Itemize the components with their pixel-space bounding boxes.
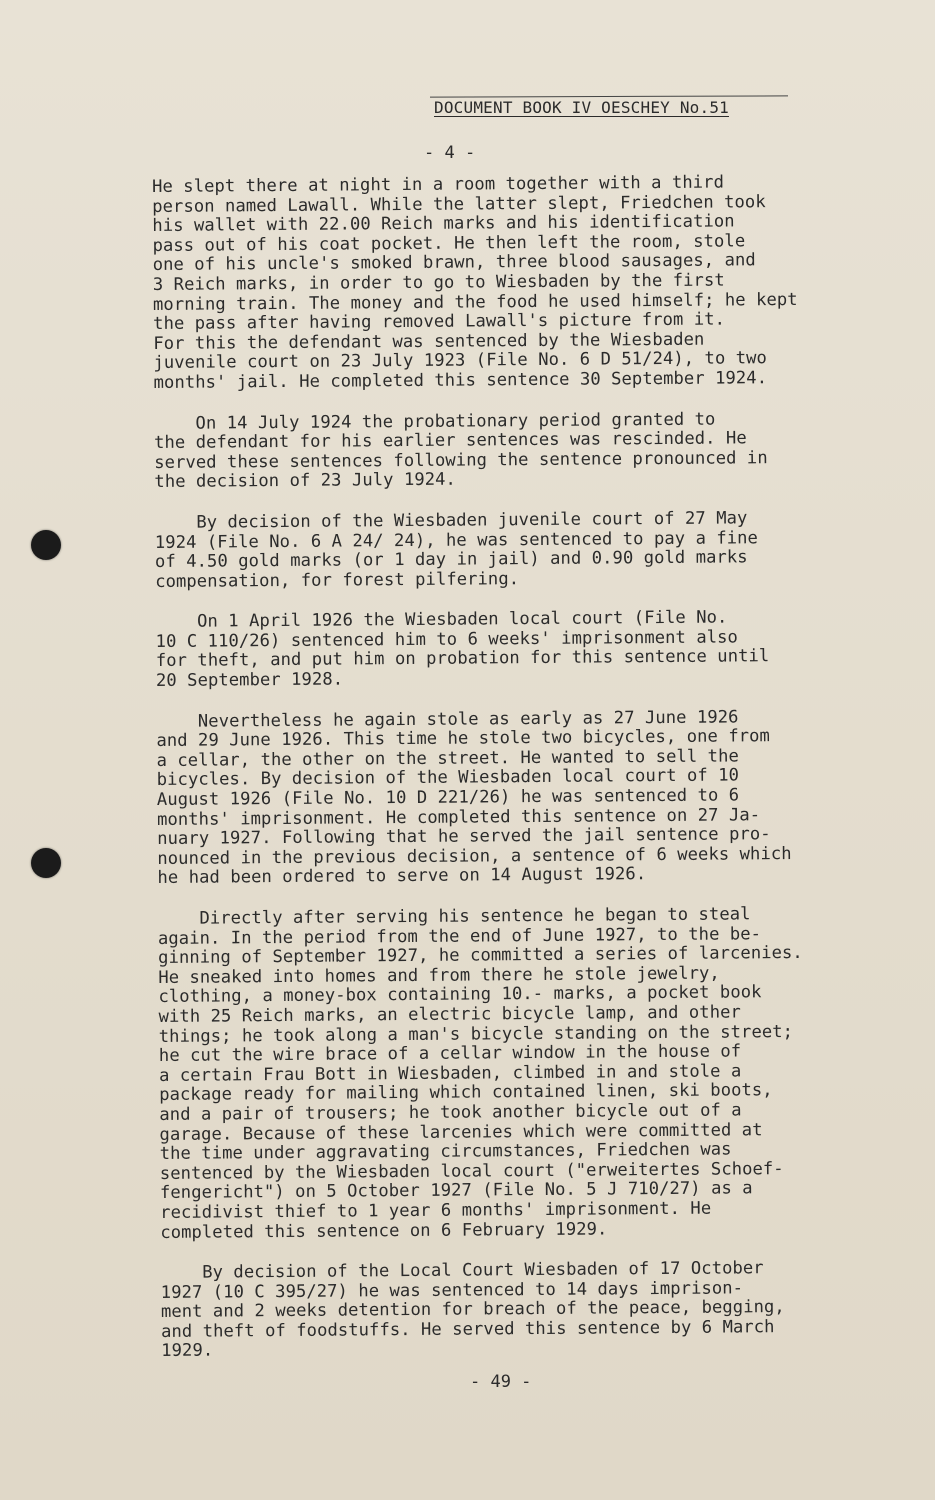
text-line: For this the defendant was sentenced by the Wiesbaden — [153, 329, 705, 354]
paragraph — [161, 1258, 907, 1362]
text-line: fengericht") on 5 October 1927 (File No. 5 J 710/27) as a — [159, 1178, 753, 1204]
paragraph — [152, 172, 899, 393]
paragraph — [155, 508, 901, 592]
text-line: ginning of September 1927, he committed a series of larcenies. — [158, 943, 803, 969]
text-line: completed this sentence on 6 February 1929. — [160, 1218, 608, 1243]
text-line: for theft, and put him on probation for this sentence until — [155, 646, 770, 672]
text-line: 3 Reich marks, in order to go to Wiesbaden by the first — [152, 270, 725, 295]
punch-hole-top — [31, 530, 61, 560]
text-line: On 1 April 1926 the Wiesbaden local court (File No. — [155, 607, 728, 633]
text-line: Directly after serving his sentence he began to steal — [157, 904, 751, 929]
text-line: 1924 (File No. 6 A 24/ 24), he was sentenced to pay a fine — [154, 527, 759, 553]
text-line: clothing, a money-box containing 10.- marks, a pocket book — [158, 982, 762, 1008]
text-line: and a pair of trousers; he took another bicycle out of a — [159, 1100, 742, 1125]
page-number-bottom: - 49 - — [470, 1372, 532, 1392]
text-line: By decision of the Local Court Wiesbaden of 17 October — [160, 1258, 764, 1284]
document-reference: DOCUMENT BOOK IV OESCHEY No.51 — [434, 98, 729, 117]
text-line: things; he took along a man's bicycle standing on the street; — [158, 1021, 794, 1047]
text-line: the time under aggravating circumstances, Friedchen was — [159, 1139, 732, 1165]
text-line: served these sentences following the sentence pronounced in — [154, 447, 768, 473]
text-line: 20 September 1928. — [155, 669, 344, 692]
text-line: On 14 July 1924 the probationary period granted to — [153, 409, 716, 434]
text-line: his wallet with 22.00 Reich marks and his identification — [152, 211, 735, 237]
text-line: and 29 June 1926. This time he stole two bicycles, one from — [156, 726, 770, 752]
text-line: the defendant for his earlier sentences was rescinded. He — [154, 428, 747, 454]
text-line: months' imprisonment. He completed this sentence on 27 Ja- — [156, 804, 761, 830]
text-line: with 25 Reich marks, an electric bicycle lamp, and other — [158, 1002, 741, 1027]
text-line: August 1926 (File No. 10 D 221/26) he was sentenced to 6 — [156, 785, 740, 811]
text-line: bicycles. By decision of the Wiesbaden local court of 10 — [156, 765, 740, 791]
text-line: 1927 (10 C 395/27) he was sentenced to 14 days imprison- — [160, 1278, 744, 1303]
paragraph — [155, 607, 901, 691]
text-line: morning train. The money and the food he used himself; he kept — [152, 289, 798, 315]
text-line: a certain Frau Bott in Wiesbaden, climbed in and stole a — [158, 1061, 742, 1086]
text-line: recidivist thief to 1 year 6 months' imprisonment. He — [160, 1198, 712, 1223]
text-line: again. In the period from the end of June 1927, to the be- — [157, 923, 762, 949]
text-line: garage. Because of these larcenies which were committed at — [159, 1119, 763, 1145]
text-line: 1929. — [161, 1341, 214, 1362]
paragraph — [158, 904, 906, 1243]
text-line: the decision of 23 July 1924. — [154, 469, 457, 493]
text-line: months' jail. He completed this sentence 30 September 1924. — [153, 368, 768, 393]
punch-hole-bottom — [31, 848, 61, 878]
text-line: He slept there at night in a room together with a third — [151, 172, 725, 197]
text-line: the pass after having removed Lawall's picture from it. — [153, 309, 726, 335]
text-line: a cellar, the other on the street. He wanted to sell the — [156, 746, 739, 771]
text-line: pass out of his coat pocket. He then left the room, stole — [152, 231, 746, 256]
text-line: juvenile court on 23 July 1923 (File No. 6 D 51/24), to two — [153, 348, 767, 374]
document-body — [152, 172, 906, 1383]
text-line: one of his uncle's smoked brawn, three blood sausages, and — [152, 250, 756, 276]
text-line: he cut the wire brace of a cellar window in the house of — [158, 1041, 742, 1067]
text-line: He sneaked into homes and from there he stole jewelry, — [158, 963, 720, 988]
paragraph — [154, 409, 900, 493]
text-line: of 4.50 gold marks (or 1 day in jail) and 0.90 gold marks — [154, 547, 748, 573]
text-line: sentenced by the Wiesbaden local court ("erweitertes Schoef- — [159, 1158, 784, 1184]
paragraph — [156, 707, 902, 889]
page-number-top: - 4 - — [424, 143, 476, 163]
text-line: nuary 1927. Following that he served the jail sentence pro- — [157, 824, 771, 850]
text-line: he had been ordered to serve on 14 August 1926. — [157, 864, 647, 889]
text-line: nounced in the previous decision, a sentence of 6 weeks which — [157, 843, 792, 869]
text-line: Nevertheless he again stole as early as 27 June 1926 — [156, 707, 739, 732]
text-line: package ready for mailing which contained linen, ski boots, — [159, 1080, 773, 1106]
text-line: compensation, for forest pilfering. — [155, 568, 520, 592]
text-line: 10 C 110/26) sentenced him to 6 weeks' imprisonment also — [155, 627, 738, 652]
text-line: and theft of foodstuffs. He served this sentence by 6 March — [160, 1317, 775, 1342]
text-line: person named Lawall. While the latter slept, Friedchen took — [152, 191, 766, 217]
text-line: By decision of the Wiesbaden juvenile court of 27 May — [154, 508, 748, 533]
text-line: ment and 2 weeks detention for breach of the peace, begging, — [160, 1297, 785, 1323]
